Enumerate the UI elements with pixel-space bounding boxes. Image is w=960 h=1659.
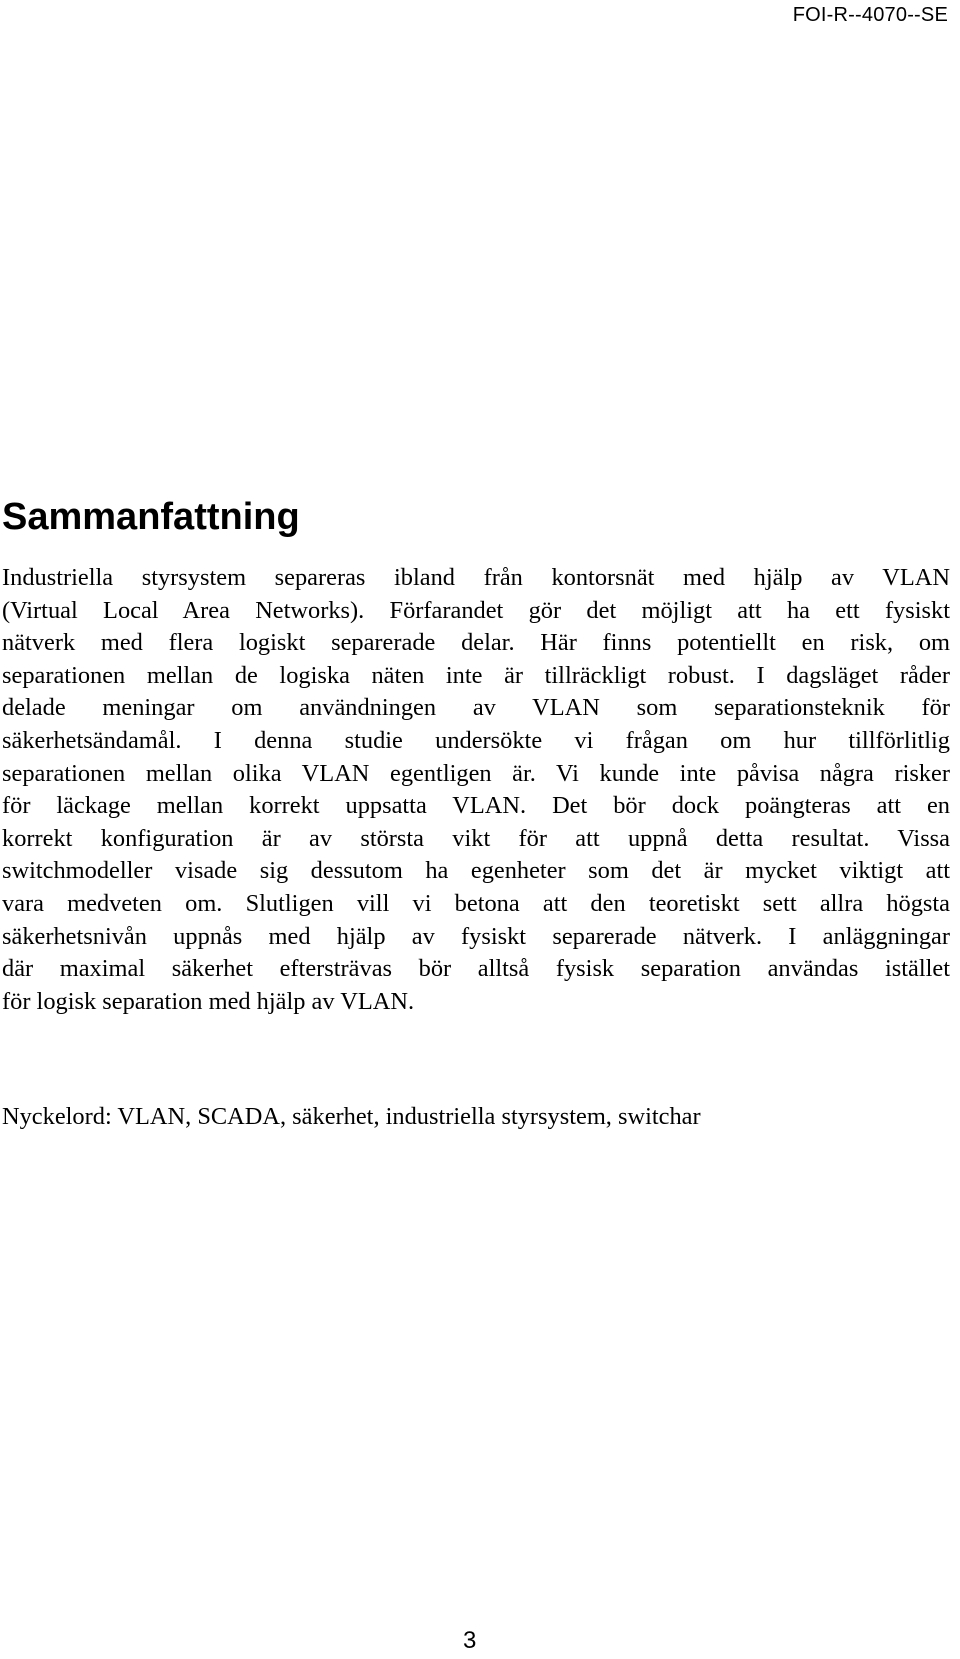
keywords: Nyckelord: VLAN, SCADA, säkerhet, industriella styrsystem, switchar — [2, 1103, 701, 1130]
abstract-line: där maximal säkerhet eftersträvas bör alltså fysisk separation användas istället — [2, 955, 950, 983]
abstract-paragraph — [2, 562, 950, 1018]
abstract-line: nätverk med flera logiskt separerade delar. Här finns potentiellt en risk, om — [2, 629, 950, 657]
abstract-line: switchmodeller visade sig dessutom ha egenheter som det är mycket viktigt att — [2, 857, 950, 885]
abstract-line: (Virtual Local Area Networks). Förfarandet gör det möjligt att ha ett fysiskt — [2, 596, 950, 624]
abstract-line: för läckage mellan korrekt uppsatta VLAN. Det bör dock poängteras att en — [2, 792, 950, 820]
report-id: FOI-R--4070--SE — [792, 4, 948, 26]
abstract-line: korrekt konfiguration är av största vikt för att uppnå detta resultat. Vissa — [2, 824, 950, 852]
section-title: Sammanfattning — [2, 496, 300, 538]
abstract-line: säkerhetsändamål. I denna studie undersökte vi frågan om hur tillförlitlig — [2, 726, 950, 754]
abstract-line: säkerhetsnivån uppnås med hjälp av fysiskt separerade nätverk. I anläggningar — [2, 922, 950, 950]
page-number: 3 — [463, 1627, 477, 1654]
abstract-line: för logisk separation med hjälp av VLAN. — [2, 987, 415, 1015]
abstract-line: separationen mellan de logiska näten inte är tillräckligt robust. I dagsläget råder — [2, 661, 950, 689]
abstract-line: vara medveten om. Slutligen vill vi betona att den teoretiskt sett allra högsta — [2, 889, 950, 917]
abstract-line: separationen mellan olika VLAN egentligen är. Vi kunde inte påvisa några risker — [2, 759, 950, 787]
abstract-line: Industriella styrsystem separeras ibland från kontorsnät med hjälp av VLAN — [2, 564, 950, 591]
abstract-line: delade meningar om användningen av VLAN som separationsteknik för — [2, 694, 950, 722]
